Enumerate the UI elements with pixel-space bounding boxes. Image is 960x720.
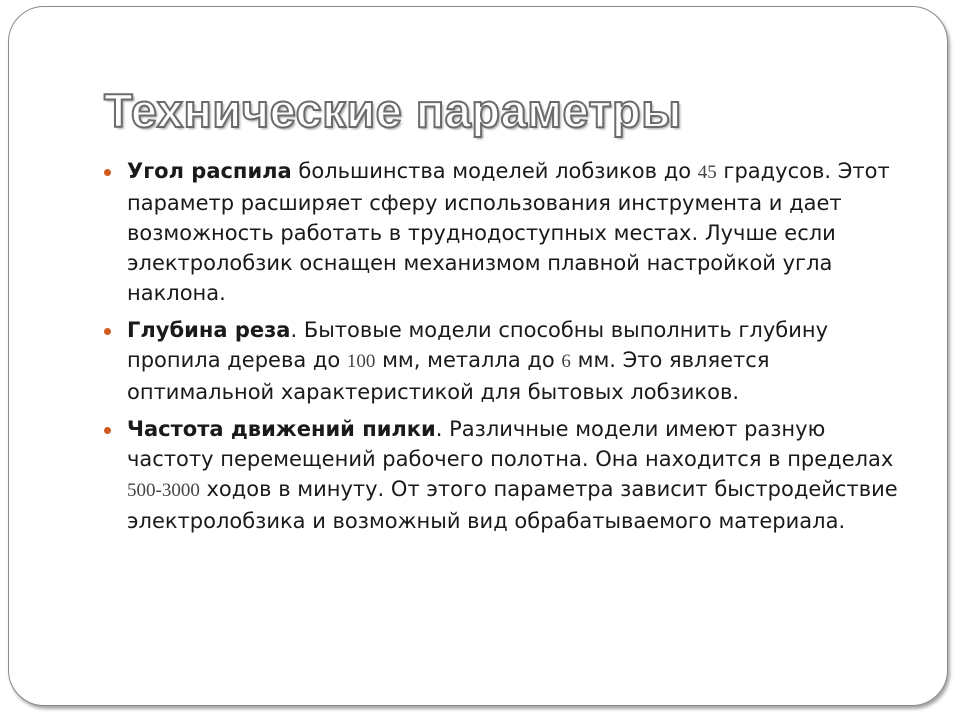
- bullet-item-cut-depth: [104, 315, 914, 407]
- number-value: 6: [561, 351, 571, 372]
- term-saw-angle: Угол распила: [127, 159, 292, 183]
- bullet-item-stroke-rate: [104, 414, 914, 536]
- bullet-list: [104, 156, 914, 543]
- item-text: мм, металла до: [375, 348, 562, 372]
- item-text: градусов. Этот параметр расширяет сферу использования инструмента и дает возможность работать в труднодоступных местах. Лучше если электролобзик оснащен механизмом плавной настройкой угла наклона.: [127, 159, 890, 305]
- bullet-dot-icon: [104, 169, 111, 176]
- slide-title: Технические параметры: [104, 84, 682, 137]
- bullet-dot-icon: [104, 328, 111, 335]
- number-value: 500-3000: [127, 480, 200, 501]
- item-text: большинства моделей лобзиков до: [291, 159, 698, 183]
- term-stroke-rate: Частота движений пилки: [127, 417, 436, 441]
- item-text: мм. Это является оптимальной характеристикой для бытовых лобзиков.: [127, 348, 770, 404]
- number-value: 45: [697, 162, 717, 183]
- item-text: . Бытовые модели способны выполнить глубину пропила дерева до: [127, 318, 829, 372]
- term-cut-depth: Глубина реза: [127, 318, 291, 342]
- item-text: ходов в минуту. От этого параметра зависит быстродействие электролобзика и возможный вид обрабатываемого материала.: [127, 477, 898, 533]
- bullet-item-saw-angle: [104, 156, 914, 308]
- bullet-dot-icon: [104, 427, 111, 434]
- item-text: . Различные модели имеют разную частоту перемещений рабочего полотна. Она находится в пределах: [127, 417, 894, 471]
- number-value: 100: [346, 351, 376, 372]
